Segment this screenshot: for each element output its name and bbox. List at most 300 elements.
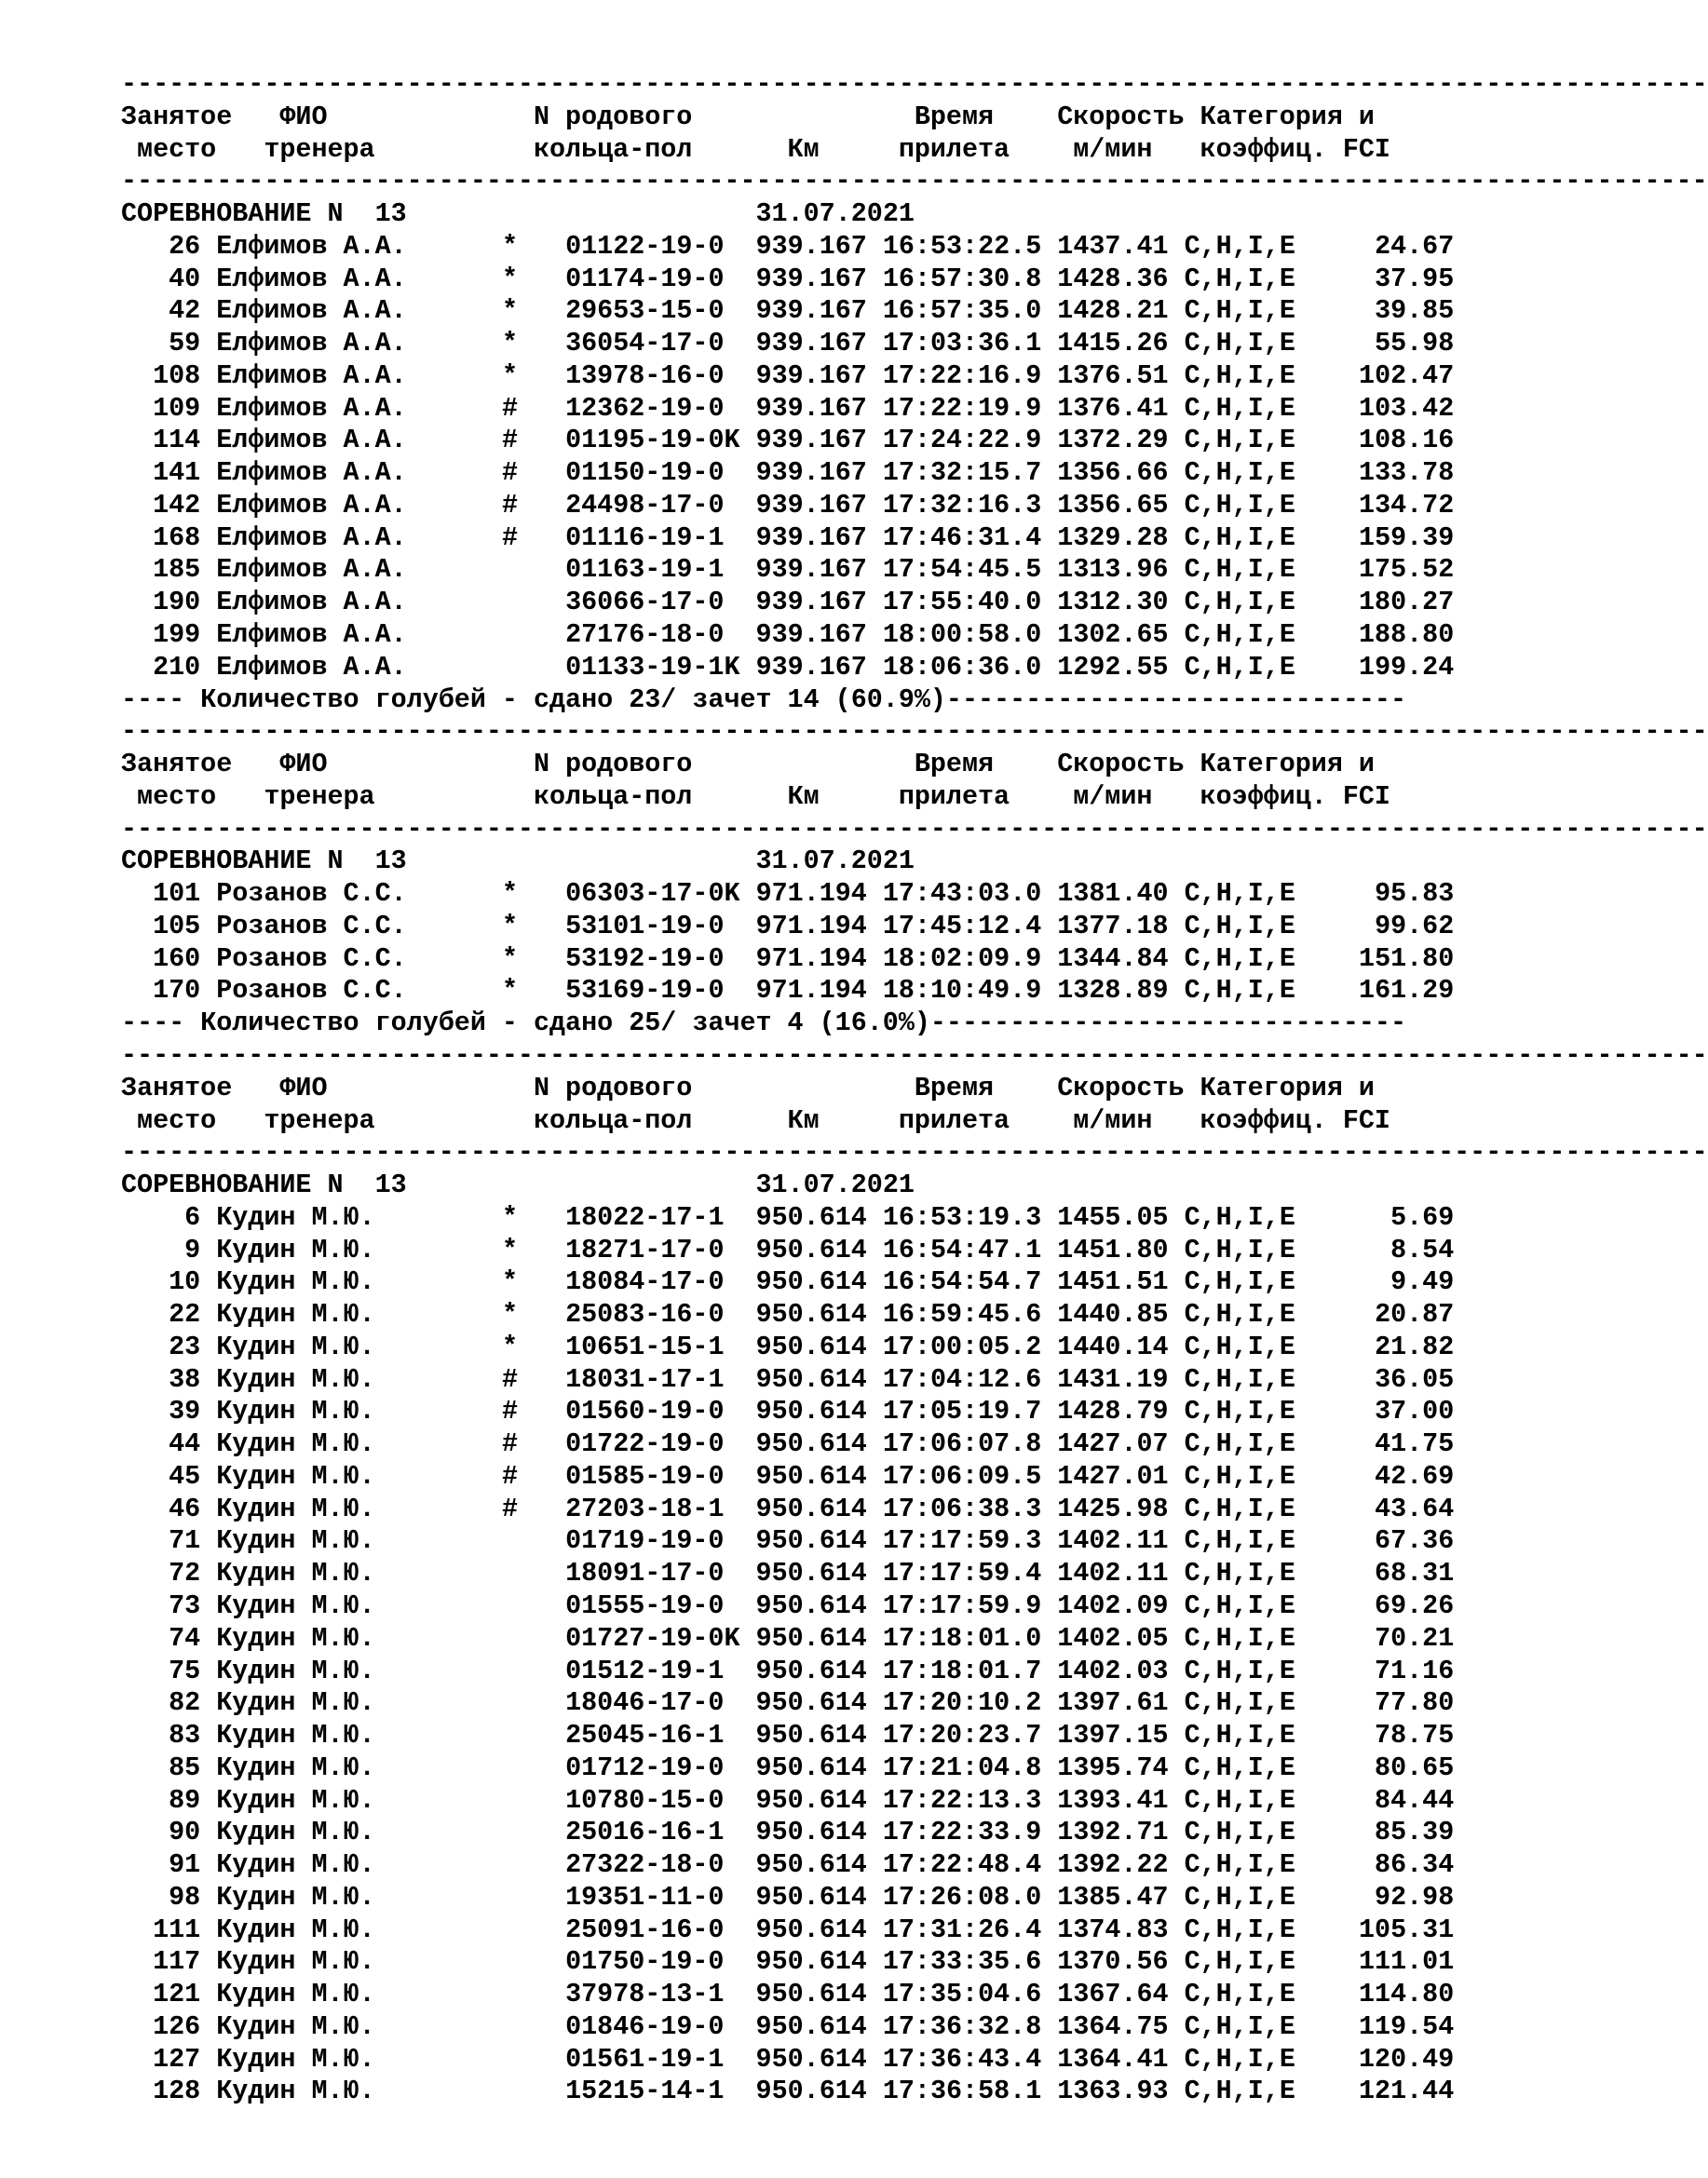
speed: 1440.85 [1057,1299,1169,1331]
mark: # [501,1363,518,1395]
trainer-name: Кудин М.Ю. [216,1331,375,1362]
category: C,H,I,E [1184,2043,1295,2075]
speed: 1397.15 [1057,1720,1169,1752]
category: C,H,I,E [1184,1493,1295,1524]
fci-coefficient: 78.75 [1375,1720,1455,1752]
place: 199 [153,619,201,651]
speed: 1313.96 [1057,554,1169,586]
trainer-name: Розанов С.С. [216,910,407,941]
category: C,H,I,E [1184,1331,1295,1362]
competition-line [121,845,1511,878]
column-header-line-1: Занятое ФИО N родового Время Скорость Категория и [121,101,1375,132]
arrival-time: 17:22:19.9 [882,392,1042,424]
trainer-name: Кудин М.Ю. [216,1946,375,1978]
fci-coefficient: 39.85 [1375,295,1455,327]
arrival-time: 16:57:30.8 [882,263,1042,294]
result-row [121,1525,1511,1558]
competition-date: 31.07.2021 [755,845,915,877]
result-row [121,1266,1511,1299]
place: 90 [169,1817,201,1848]
ring-number: 01561-19-1 [565,2043,725,2075]
trainer-name: Кудин М.Ю. [216,1299,375,1331]
category: C,H,I,E [1184,1363,1295,1395]
ring-number: 06303-17-0K [565,878,740,910]
mark: # [501,1396,518,1427]
category: C,H,I,E [1184,1234,1295,1265]
results-section [121,1039,1708,2108]
fci-coefficient: 41.75 [1375,1428,1455,1460]
place: 9 [184,1234,201,1265]
distance-km: 950.614 [755,1590,867,1621]
category: C,H,I,E [1184,1428,1295,1460]
trainer-name: Елфимов А.А. [216,359,407,391]
fci-coefficient: 80.65 [1375,1752,1455,1783]
place: 45 [169,1460,201,1492]
category: C,H,I,E [1184,975,1295,1007]
arrival-time: 17:20:10.2 [882,1687,1042,1719]
trainer-name: Кудин М.Ю. [216,2010,375,2042]
ring-number: 25091-16-0 [565,1914,725,1945]
result-row [121,1914,1511,1947]
divider-line: ---------------------------------------------------------------------------------------------------- [121,1039,1708,1071]
distance-km: 950.614 [755,1460,867,1492]
trainer-name: Елфимов А.А. [216,619,407,651]
competition-spacer [502,1170,756,1200]
result-row [121,1590,1511,1623]
ring-number: 53101-19-0 [565,910,725,941]
distance-km: 950.614 [755,1396,867,1427]
distance-km: 939.167 [755,619,867,651]
ring-number: 12362-19-0 [565,392,725,424]
ring-number: 36066-17-0 [565,587,725,618]
summary-line: ---- Количество голубей - сдано 23/ зачет 14 (60.9%)----------------------------- [121,683,1407,715]
arrival-time: 17:32:16.3 [882,489,1042,521]
arrival-time: 17:17:59.3 [882,1525,1042,1557]
fci-coefficient: 134.72 [1359,489,1455,521]
place: 39 [169,1396,201,1427]
result-row [121,1332,1511,1364]
results-section [121,716,1708,1040]
place: 71 [169,1525,201,1557]
place: 121 [153,1979,201,2010]
category: C,H,I,E [1184,1752,1295,1783]
speed: 1451.51 [1057,1266,1169,1298]
trainer-name: Кудин М.Ю. [216,1655,375,1686]
speed: 1440.14 [1057,1331,1169,1362]
ring-number: 01727-19-0K [565,1622,740,1654]
distance-km: 950.614 [755,1493,867,1524]
speed: 1364.75 [1057,2010,1169,2042]
ring-number: 10651-15-1 [565,1331,725,1362]
speed: 1427.07 [1057,1428,1169,1460]
speed: 1402.11 [1057,1525,1169,1557]
ring-number: 53169-19-0 [565,975,725,1007]
arrival-time: 16:54:54.7 [882,1266,1042,1298]
arrival-time: 17:31:26.4 [882,1914,1042,1945]
category: C,H,I,E [1184,619,1295,651]
arrival-time: 17:33:35.6 [882,1946,1042,1978]
trainer-name: Кудин М.Ю. [216,1979,375,2010]
place: 210 [153,651,201,683]
fci-coefficient: 133.78 [1359,457,1455,489]
trainer-name: Кудин М.Ю. [216,1558,375,1590]
speed: 1415.26 [1057,328,1169,359]
ring-number: 18091-17-0 [565,1558,725,1590]
trainer-name: Кудин М.Ю. [216,1914,375,1945]
ring-number: 01719-19-0 [565,1525,725,1557]
ring-number: 27322-18-0 [565,1849,725,1881]
speed: 1367.64 [1057,1979,1169,2010]
trainer-name: Кудин М.Ю. [216,1752,375,1783]
ring-number: 25045-16-1 [565,1720,725,1752]
fci-coefficient: 69.26 [1375,1590,1455,1621]
place: 126 [153,2010,201,2042]
ring-number: 01163-19-1 [565,554,725,586]
place: 91 [169,1849,201,1881]
result-row [121,231,1511,264]
distance-km: 939.167 [755,230,867,262]
result-row [121,425,1511,457]
arrival-time: 17:06:38.3 [882,1493,1042,1524]
results-section [121,69,1708,716]
mark: # [501,1460,518,1492]
ring-number: 01750-19-0 [565,1946,725,1978]
trainer-name: Елфимов А.А. [216,587,407,618]
trainer-name: Кудин М.Ю. [216,1234,375,1265]
arrival-time: 17:22:16.9 [882,359,1042,391]
result-row [121,943,1511,976]
result-row [121,490,1511,522]
distance-km: 950.614 [755,1720,867,1752]
fci-coefficient: 159.39 [1359,521,1455,553]
arrival-time: 17:46:31.4 [882,521,1042,553]
competition-spacer [502,845,756,876]
competition-date: 31.07.2021 [755,1170,915,1201]
divider-line: ---------------------------------------------------------------------------------------------------- [121,166,1708,197]
arrival-time: 17:22:13.3 [882,1784,1042,1816]
trainer-name: Кудин М.Ю. [216,1460,375,1492]
category: C,H,I,E [1184,1396,1295,1427]
fci-coefficient: 21.82 [1375,1331,1455,1362]
result-row [121,2044,1511,2077]
category: C,H,I,E [1184,1201,1295,1233]
fci-coefficient: 95.83 [1375,878,1455,910]
arrival-time: 17:43:03.0 [882,878,1042,910]
category: C,H,I,E [1184,1655,1295,1686]
distance-km: 950.614 [755,2010,867,2042]
category: C,H,I,E [1184,425,1295,456]
speed: 1356.66 [1057,457,1169,489]
result-row [121,1687,1511,1720]
fci-coefficient: 36.05 [1375,1363,1455,1395]
trainer-name: Розанов С.С. [216,975,407,1007]
fci-coefficient: 71.16 [1375,1655,1455,1686]
place: 142 [153,489,201,521]
arrival-time: 16:57:35.0 [882,295,1042,327]
fci-coefficient: 105.31 [1359,1914,1455,1945]
speed: 1455.05 [1057,1201,1169,1233]
trainer-name: Кудин М.Ю. [216,1428,375,1460]
arrival-time: 17:22:48.4 [882,1849,1042,1881]
ring-number: 18271-17-0 [565,1234,725,1265]
category: C,H,I,E [1184,1849,1295,1881]
arrival-time: 17:06:07.8 [882,1428,1042,1460]
result-row [121,1364,1511,1397]
arrival-time: 17:36:43.4 [882,2043,1042,2075]
place: 111 [153,1914,201,1945]
ring-number: 29653-15-0 [565,295,725,327]
arrival-time: 18:10:49.9 [882,975,1042,1007]
distance-km: 950.614 [755,1979,867,2010]
mark: # [501,489,518,521]
fci-coefficient: 119.54 [1359,2010,1455,2042]
mark: * [501,942,518,974]
category: C,H,I,E [1184,2010,1295,2042]
result-row [121,1785,1511,1818]
ring-number: 36054-17-0 [565,328,725,359]
distance-km: 971.194 [755,975,867,1007]
fci-coefficient: 121.44 [1359,2076,1455,2107]
fci-coefficient: 84.44 [1375,1784,1455,1816]
fci-coefficient: 5.69 [1390,1201,1455,1233]
speed: 1402.11 [1057,1558,1169,1590]
place: 40 [169,263,201,294]
trainer-name: Розанов С.С. [216,878,407,910]
result-row [121,587,1511,619]
fci-coefficient: 55.98 [1375,328,1455,359]
distance-km: 939.167 [755,392,867,424]
arrival-time: 17:26:08.0 [882,1881,1042,1913]
fci-coefficient: 70.21 [1375,1622,1455,1654]
result-row [121,393,1511,426]
arrival-time: 16:53:22.5 [882,230,1042,262]
mark: * [501,1266,518,1298]
speed: 1344.84 [1057,942,1169,974]
place: 127 [153,2043,201,2075]
category: C,H,I,E [1184,1590,1295,1621]
trainer-name: Елфимов А.А. [216,263,407,294]
category: C,H,I,E [1184,651,1295,683]
place: 185 [153,554,201,586]
speed: 1356.65 [1057,489,1169,521]
category: C,H,I,E [1184,328,1295,359]
fci-coefficient: 151.80 [1359,942,1455,974]
result-row [121,1946,1511,1979]
fci-coefficient: 20.87 [1375,1299,1455,1331]
fci-coefficient: 175.52 [1359,554,1455,586]
result-row [121,1720,1511,1752]
ring-number: 18031-17-1 [565,1363,725,1395]
arrival-time: 17:45:12.4 [882,910,1042,941]
fci-coefficient: 108.16 [1359,425,1455,456]
speed: 1372.29 [1057,425,1169,456]
distance-km: 950.614 [755,1752,867,1783]
place: 117 [153,1946,201,1978]
speed: 1392.71 [1057,1817,1169,1848]
trainer-name: Кудин М.Ю. [216,1881,375,1913]
result-row [121,1396,1511,1428]
category: C,H,I,E [1184,263,1295,294]
fci-coefficient: 180.27 [1359,587,1455,618]
speed: 1428.79 [1057,1396,1169,1427]
category: C,H,I,E [1184,1687,1295,1719]
divider-line: ---------------------------------------------------------------------------------------------------- [121,813,1708,845]
arrival-time: 17:36:32.8 [882,2010,1042,2042]
speed: 1385.47 [1057,1881,1169,1913]
fci-coefficient: 120.49 [1359,2043,1455,2075]
trainer-name: Кудин М.Ю. [216,1849,375,1881]
category: C,H,I,E [1184,457,1295,489]
mark: * [501,1201,518,1233]
result-row [121,554,1511,587]
distance-km: 939.167 [755,521,867,553]
column-header-line-2: место тренера кольца-пол Км прилета м/мин коэффиц. FCI [121,133,1390,165]
place: 6 [184,1201,201,1233]
ring-number: 01512-19-1 [565,1655,725,1686]
place: 44 [169,1428,201,1460]
place: 85 [169,1752,201,1783]
place: 83 [169,1720,201,1752]
category: C,H,I,E [1184,230,1295,262]
place: 108 [153,359,201,391]
fci-coefficient: 8.54 [1390,1234,1455,1265]
arrival-time: 16:54:47.1 [882,1234,1042,1265]
mark: # [501,425,518,456]
speed: 1425.98 [1057,1493,1169,1524]
distance-km: 950.614 [755,1428,867,1460]
arrival-time: 17:21:04.8 [882,1752,1042,1783]
place: 46 [169,1493,201,1524]
place: 98 [169,1881,201,1913]
distance-km: 950.614 [755,2043,867,2075]
result-row [121,652,1511,684]
distance-km: 939.167 [755,295,867,327]
distance-km: 939.167 [755,587,867,618]
distance-km: 950.614 [755,1331,867,1362]
distance-km: 950.614 [755,1299,867,1331]
place: 141 [153,457,201,489]
trainer-name: Елфимов А.А. [216,425,407,456]
distance-km: 939.167 [755,328,867,359]
category: C,H,I,E [1184,489,1295,521]
result-row [121,522,1511,555]
ring-number: 01174-19-0 [565,263,725,294]
competition-title: СОРЕВНОВАНИЕ N 13 [121,198,407,230]
mark: * [501,263,518,294]
distance-km: 950.614 [755,1234,867,1265]
ring-number: 01722-19-0 [565,1428,725,1460]
summary-line: ---- Количество голубей - сдано 25/ зачет 4 (16.0%)------------------------------ [121,1008,1407,1039]
arrival-time: 17:54:45.5 [882,554,1042,586]
distance-km: 950.614 [755,1266,867,1298]
speed: 1402.03 [1057,1655,1169,1686]
mark: * [501,878,518,910]
fci-coefficient: 161.29 [1359,975,1455,1007]
speed: 1402.09 [1057,1590,1169,1621]
category: C,H,I,E [1184,1784,1295,1816]
ring-number: 37978-13-1 [565,1979,725,2010]
speed: 1428.21 [1057,295,1169,327]
distance-km: 950.614 [755,1817,867,1848]
trainer-name: Кудин М.Ю. [216,1622,375,1654]
fci-coefficient: 111.01 [1359,1946,1455,1978]
distance-km: 950.614 [755,1914,867,1945]
ring-number: 15215-14-1 [565,2076,725,2107]
result-row [121,1882,1511,1914]
result-row [121,878,1511,911]
distance-km: 971.194 [755,878,867,910]
category: C,H,I,E [1184,359,1295,391]
trainer-name: Кудин М.Ю. [216,1720,375,1752]
distance-km: 950.614 [755,1849,867,1881]
ring-number: 13978-16-0 [565,359,725,391]
mark: * [501,1331,518,1362]
fci-coefficient: 86.34 [1375,1849,1455,1881]
result-row [121,360,1511,393]
column-header-line-2: место тренера кольца-пол Км прилета м/мин коэффиц. FCI [121,1104,1390,1136]
result-row [121,2076,1511,2108]
place: 75 [169,1655,201,1686]
mark: * [501,1299,518,1331]
category: C,H,I,E [1184,554,1295,586]
distance-km: 939.167 [755,425,867,456]
speed: 1428.36 [1057,263,1169,294]
place: 42 [169,295,201,327]
distance-km: 939.167 [755,359,867,391]
competition-date: 31.07.2021 [755,198,915,230]
distance-km: 950.614 [755,1784,867,1816]
speed: 1374.83 [1057,1914,1169,1945]
distance-km: 971.194 [755,910,867,941]
fci-coefficient: 37.00 [1375,1396,1455,1427]
place: 22 [169,1299,201,1331]
result-row [121,1849,1511,1882]
result-row [121,911,1511,943]
arrival-time: 18:00:58.0 [882,619,1042,651]
category: C,H,I,E [1184,1979,1295,2010]
ring-number: 01560-19-0 [565,1396,725,1427]
category: C,H,I,E [1184,1881,1295,1913]
result-row [121,264,1511,296]
mark: * [501,328,518,359]
category: C,H,I,E [1184,295,1295,327]
trainer-name: Елфимов А.А. [216,392,407,424]
arrival-time: 17:36:58.1 [882,2076,1042,2107]
place: 74 [169,1622,201,1654]
ring-number: 53192-19-0 [565,942,725,974]
arrival-time: 17:17:59.9 [882,1590,1042,1621]
place: 26 [169,230,201,262]
result-row [121,2011,1511,2044]
result-row [121,1558,1511,1590]
speed: 1370.56 [1057,1946,1169,1978]
ring-number: 01195-19-0K [565,425,740,456]
ring-number: 25083-16-0 [565,1299,725,1331]
result-row [121,1202,1511,1235]
category: C,H,I,E [1184,910,1295,941]
speed: 1312.30 [1057,587,1169,618]
trainer-name: Кудин М.Ю. [216,1396,375,1427]
speed: 1437.41 [1057,230,1169,262]
speed: 1451.80 [1057,1234,1169,1265]
mark: * [501,359,518,391]
category: C,H,I,E [1184,392,1295,424]
distance-km: 939.167 [755,263,867,294]
speed: 1302.65 [1057,619,1169,651]
result-row [121,328,1511,360]
competition-line [121,1170,1511,1202]
distance-km: 971.194 [755,942,867,974]
